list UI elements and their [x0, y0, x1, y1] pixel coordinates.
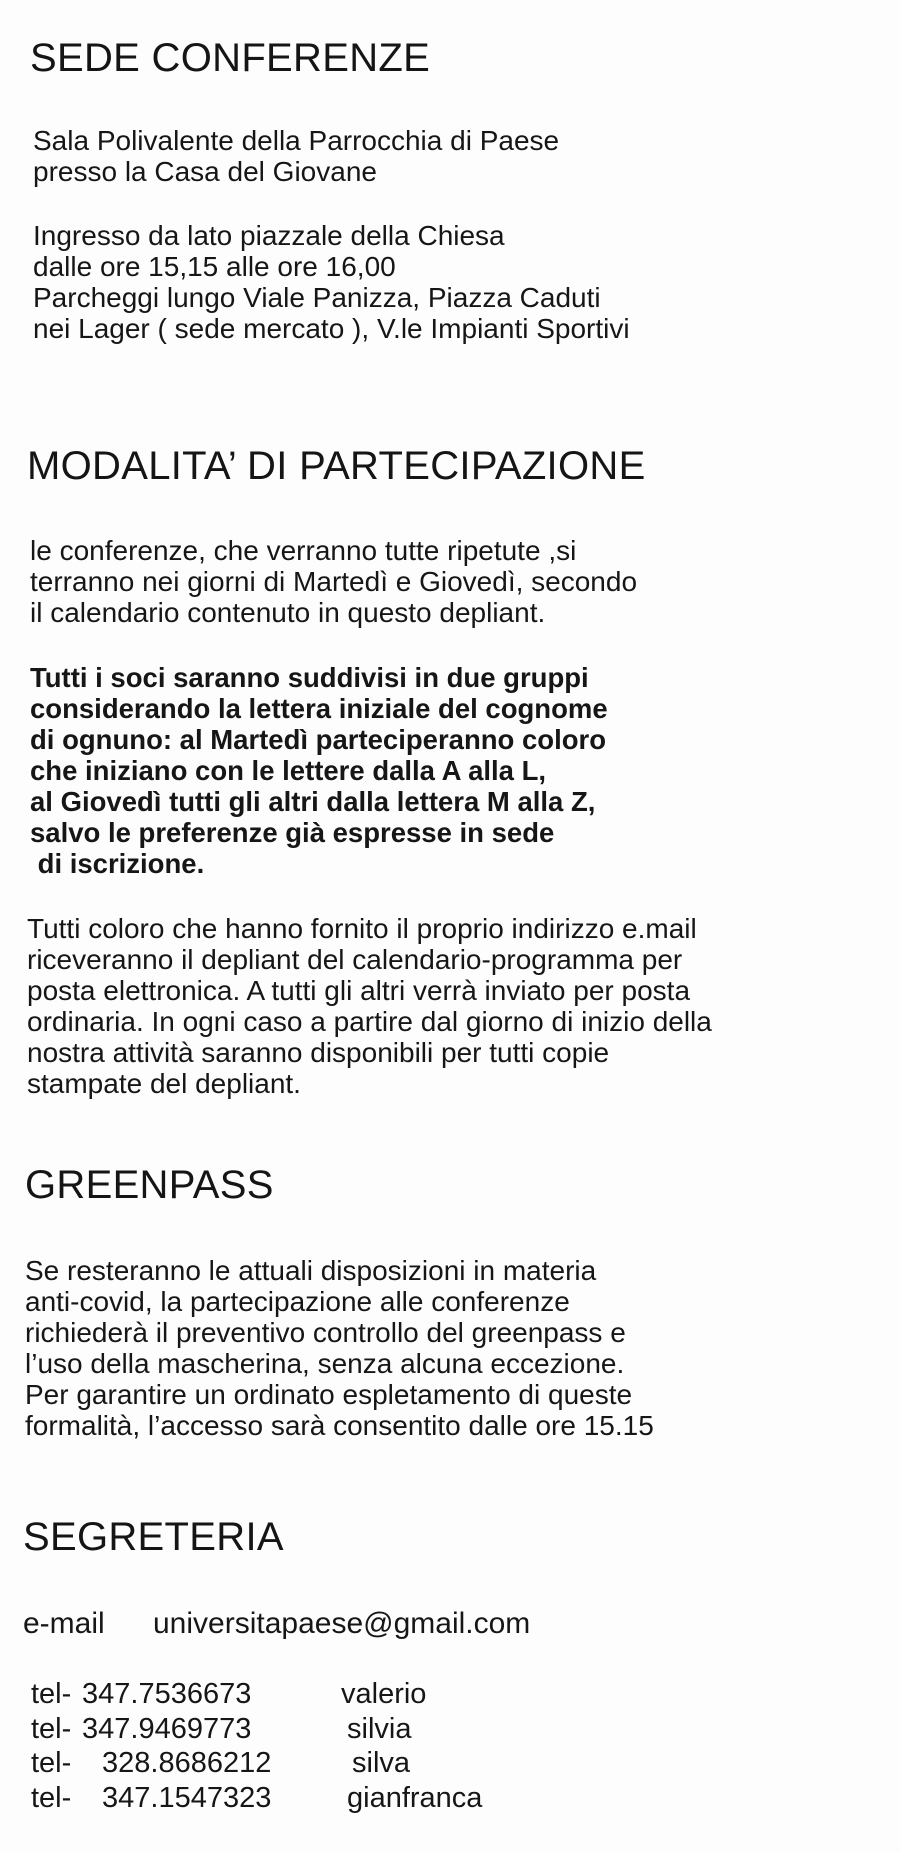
contact-name: valerio	[341, 1678, 427, 1710]
text-line: di ognuno: al Martedì parteciperanno coloro	[30, 724, 607, 755]
text-line: nostra attività saranno disponibili per tutti copie	[27, 1037, 610, 1068]
text-line: Parcheggi lungo Viale Panizza, Piazza Caduti	[33, 282, 601, 313]
contact-name: gianfranca	[347, 1782, 483, 1814]
text-line: richiederà il preventivo controllo del greenpass e	[25, 1317, 626, 1348]
contact-row	[31, 1712, 412, 1746]
phone-number[interactable]: 347.9469773	[82, 1713, 252, 1745]
text-line: nei Lager ( sede mercato ), V.le Impianti Sportivi	[33, 313, 630, 344]
text-line: al Giovedì tutti gli altri dalla lettera M alla Z,	[30, 786, 596, 817]
contact-name: silva	[352, 1747, 411, 1779]
phone-number[interactable]: 347.7536673	[82, 1678, 252, 1710]
text-line: presso la Casa del Giovane	[33, 156, 377, 187]
contact-row	[31, 1781, 483, 1815]
text-line: le conferenze, che verranno tutte ripetute ,si	[30, 535, 577, 566]
modalita-depliant-text	[27, 913, 712, 1099]
text-line: posta elettronica. A tutti gli altri verrà inviato per posta	[27, 975, 691, 1006]
text-line: ordinaria. In ogni caso a partire dal giorno di inizio della	[27, 1006, 712, 1037]
text-line: Tutti coloro che hanno fornito il proprio indirizzo e.mail	[27, 913, 697, 944]
tel-label: tel-	[31, 1747, 72, 1779]
text-line: stampate del depliant.	[27, 1068, 301, 1099]
segreteria-heading: SEGRETERIA	[23, 1515, 284, 1559]
text-line: Sala Polivalente della Parrocchia di Paese	[33, 125, 560, 156]
text-line: anti-covid, la partecipazione alle conferenze	[25, 1286, 570, 1317]
text-line: il calendario contenuto in questo depliant.	[30, 597, 546, 628]
email-row	[23, 1607, 531, 1641]
modalita-groups-text	[30, 662, 608, 879]
text-line: formalità, l’accesso sarà consentito dalle ore 15.15	[25, 1410, 654, 1441]
tel-label: tel-	[31, 1782, 72, 1814]
sede-access-text	[33, 220, 630, 344]
text-line: riceveranno il depliant del calendario-programma per	[27, 944, 683, 975]
contact-row	[31, 1746, 411, 1780]
text-line: dalle ore 15,15 alle ore 16,00	[33, 251, 396, 282]
email-label: e-mail	[23, 1607, 105, 1640]
text-line: Ingresso da lato piazzale della Chiesa	[33, 220, 505, 251]
tel-label: tel-	[31, 1713, 72, 1745]
greenpass-text	[25, 1255, 654, 1441]
phone-number[interactable]: 328.8686212	[102, 1747, 272, 1779]
text-line: che iniziano con le lettere dalla A alla L,	[30, 755, 547, 786]
phone-number[interactable]: 347.1547323	[102, 1782, 272, 1814]
modalita-intro-text	[30, 535, 637, 628]
modalita-heading: MODALITA’ DI PARTECIPAZIONE	[27, 444, 646, 488]
contact-row	[31, 1677, 427, 1711]
text-line: di iscrizione.	[30, 848, 205, 879]
text-line: Tutti i soci saranno suddivisi in due gruppi	[30, 662, 589, 693]
text-line: Se resteranno le attuali disposizioni in materia	[25, 1255, 597, 1286]
tel-label: tel-	[31, 1678, 72, 1710]
text-line: terranno nei giorni di Martedì e Giovedì, secondo	[30, 566, 638, 597]
text-line: considerando la lettera iniziale del cognome	[30, 693, 608, 724]
text-line: salvo le preferenze già espresse in sede	[30, 817, 555, 848]
email-address-link[interactable]: universitapaese@gmail.com	[153, 1607, 531, 1640]
sede-place-text	[33, 125, 559, 187]
contact-name: silvia	[347, 1713, 412, 1745]
text-line: Per garantire un ordinato espletamento di queste	[25, 1379, 633, 1410]
greenpass-heading: GREENPASS	[25, 1163, 274, 1207]
sede-conferenze-heading: SEDE CONFERENZE	[30, 36, 431, 80]
text-line: l’uso della mascherina, senza alcuna eccezione.	[25, 1348, 625, 1379]
